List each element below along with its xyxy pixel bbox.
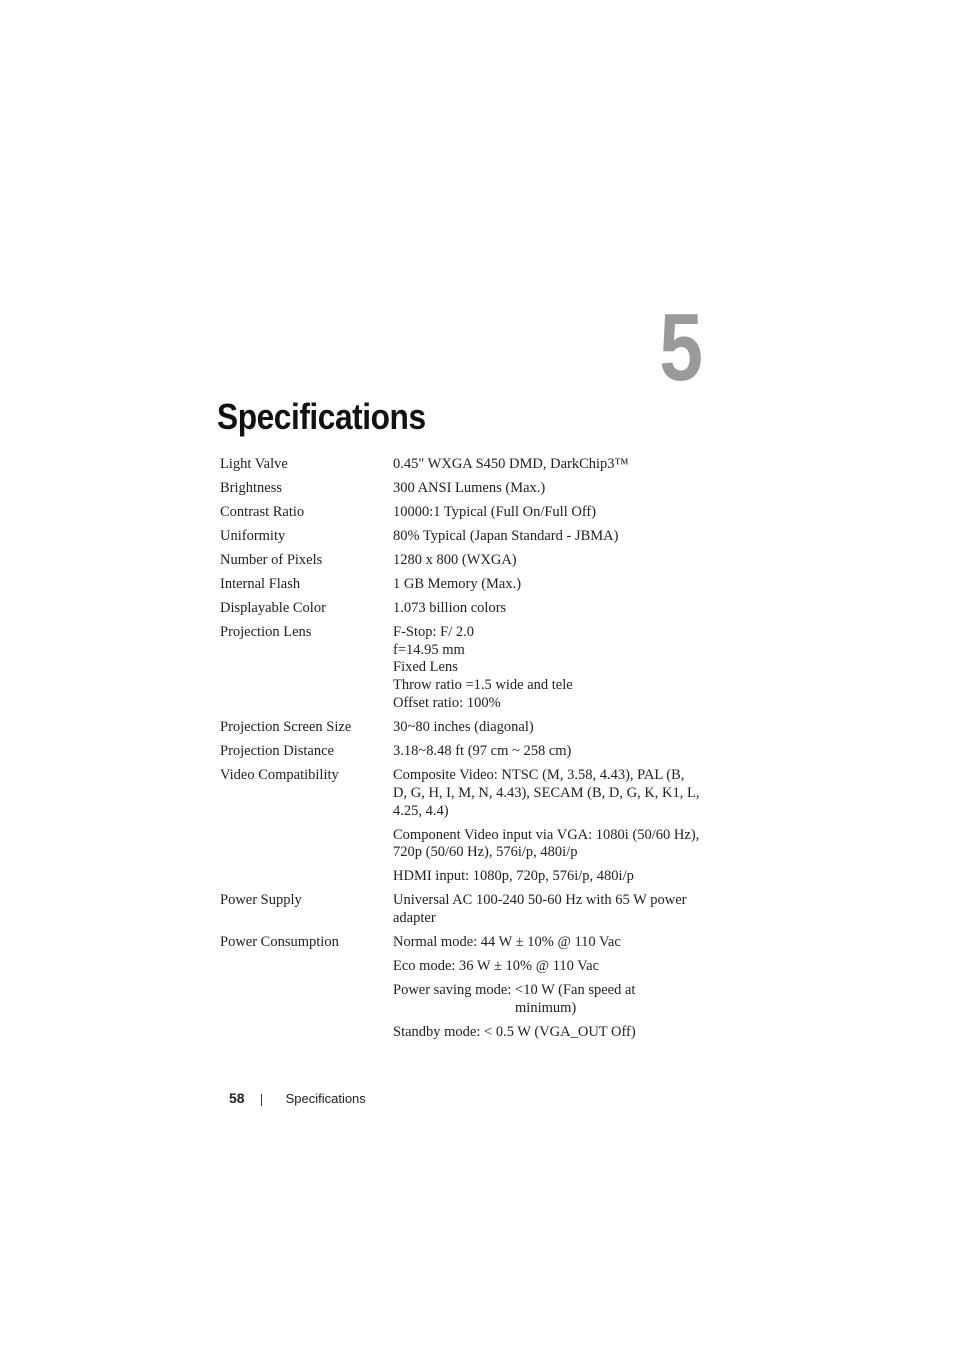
spec-value-lead: Power saving mode: <box>393 982 516 999</box>
spec-label: Internal Flash <box>220 575 301 592</box>
chapter-number: 5 <box>659 294 703 401</box>
spec-value-line: 3.18~8.48 ft (97 cm ~ 258 cm) <box>393 743 572 760</box>
spec-value-block <box>393 528 713 546</box>
spec-row <box>220 456 720 474</box>
spec-value-block <box>393 958 713 976</box>
spec-value <box>393 934 713 1042</box>
spec-value-block <box>393 868 713 886</box>
spec-value <box>393 767 713 886</box>
spec-label: Projection Distance <box>220 743 334 760</box>
spec-label: Power Consumption <box>220 934 339 951</box>
spec-value-line: Composite Video: NTSC (M, 3.58, 4.43), PAL (B, <box>393 767 685 784</box>
page-title: Specifications <box>217 396 426 437</box>
spec-label: Contrast Ratio <box>220 503 305 520</box>
spec-label: Video Compatibility <box>220 767 339 784</box>
spec-value-line: 720p (50/60 Hz), 576i/p, 480i/p <box>393 844 578 861</box>
spec-row <box>220 719 720 737</box>
spec-value-line: D, G, H, I, M, N, 4.43), SECAM (B, D, G, K, K1, L, <box>393 784 700 801</box>
spec-row <box>220 600 720 618</box>
spec-value-block <box>393 767 713 820</box>
spec-value-line: Throw ratio =1.5 wide and tele <box>393 677 573 694</box>
spec-value-hanging-text <box>515 982 635 1018</box>
spec-row <box>220 892 720 928</box>
spec-value-line: HDMI input: 1080p, 720p, 576i/p, 480i/p <box>393 868 634 885</box>
spec-value-block <box>393 552 713 570</box>
spec-row <box>220 528 720 546</box>
spec-value <box>393 600 713 618</box>
spec-value <box>393 719 713 737</box>
spec-value-block <box>393 743 713 761</box>
spec-value-line: F-Stop: F/ 2.0 <box>393 623 474 640</box>
spec-value-line: Fixed Lens <box>393 659 458 676</box>
spec-value-line: 30~80 inches (diagonal) <box>393 719 534 736</box>
spec-value-block <box>393 934 713 952</box>
spec-label: Power Supply <box>220 892 302 909</box>
spec-label: Number of Pixels <box>220 551 323 568</box>
spec-value-line: 300 ANSI Lumens (Max.) <box>393 479 546 496</box>
spec-value-block <box>393 600 713 618</box>
spec-label: Light Valve <box>220 456 288 472</box>
spec-value <box>393 480 713 498</box>
spec-row <box>220 576 720 594</box>
spec-value-block <box>393 1024 713 1042</box>
spec-row <box>220 743 720 761</box>
spec-value <box>393 743 713 761</box>
spec-value-line: 0.45" WXGA S450 DMD, DarkChip3™ <box>393 456 629 472</box>
spec-label: Projection Screen Size <box>220 719 352 736</box>
footer-divider <box>261 1094 262 1106</box>
page-number: 58 <box>229 1090 245 1106</box>
spec-value-block <box>393 576 713 594</box>
spec-value-block <box>393 892 713 928</box>
spec-value <box>393 456 713 474</box>
spec-value <box>393 624 713 713</box>
spec-value <box>393 504 713 522</box>
spec-value-line: adapter <box>393 910 436 927</box>
spec-label: Uniformity <box>220 527 286 544</box>
spec-value-line: 1 GB Memory (Max.) <box>393 575 522 592</box>
spec-value-line: Standby mode: < 0.5 W (VGA_OUT Off) <box>393 1023 636 1040</box>
spec-value-line: Normal mode: 44 W ± 10% @ 110 Vac <box>393 934 621 951</box>
spec-value-line: <10 W (Fan speed at <box>515 982 636 999</box>
spec-value-line: 1280 x 800 (WXGA) <box>393 551 517 568</box>
spec-value <box>393 528 713 546</box>
spec-value-line: Offset ratio: 100% <box>393 695 501 712</box>
spec-label: Displayable Color <box>220 599 326 616</box>
spec-value-line: 4.25, 4.4) <box>393 802 449 819</box>
spec-value-block <box>393 827 713 863</box>
spec-row <box>220 504 720 522</box>
spec-row <box>220 480 720 498</box>
spec-value-line: Component Video input via VGA: 1080i (50/60 Hz), <box>393 826 700 843</box>
spec-table <box>220 456 720 1048</box>
spec-row <box>220 624 720 713</box>
spec-label: Brightness <box>220 479 283 496</box>
spec-value-line: 80% Typical (Japan Standard - JBMA) <box>393 527 619 544</box>
spec-value-block <box>393 504 713 522</box>
spec-value-block <box>393 624 713 713</box>
spec-value-line: minimum) <box>515 999 577 1016</box>
spec-value-line: 1.073 billion colors <box>393 599 507 616</box>
spec-label: Projection Lens <box>220 623 312 640</box>
spec-value-block <box>393 982 713 1018</box>
spec-value <box>393 552 713 570</box>
spec-value <box>393 892 713 928</box>
spec-value-block <box>393 719 713 737</box>
spec-row <box>220 552 720 570</box>
spec-value-block <box>393 480 713 498</box>
spec-row <box>220 767 720 886</box>
page-footer <box>229 1088 366 1108</box>
spec-value-line: Eco mode: 36 W ± 10% @ 110 Vac <box>393 958 600 975</box>
spec-value <box>393 576 713 594</box>
spec-value-line: 10000:1 Typical (Full On/Full Off) <box>393 503 597 520</box>
spec-value-block <box>393 456 713 474</box>
spec-value-line: f=14.95 mm <box>393 641 465 658</box>
spec-value-line: Universal AC 100-240 50-60 Hz with 65 W power <box>393 892 687 909</box>
footer-section-title: Specifications <box>285 1090 366 1106</box>
spec-row <box>220 934 720 1042</box>
